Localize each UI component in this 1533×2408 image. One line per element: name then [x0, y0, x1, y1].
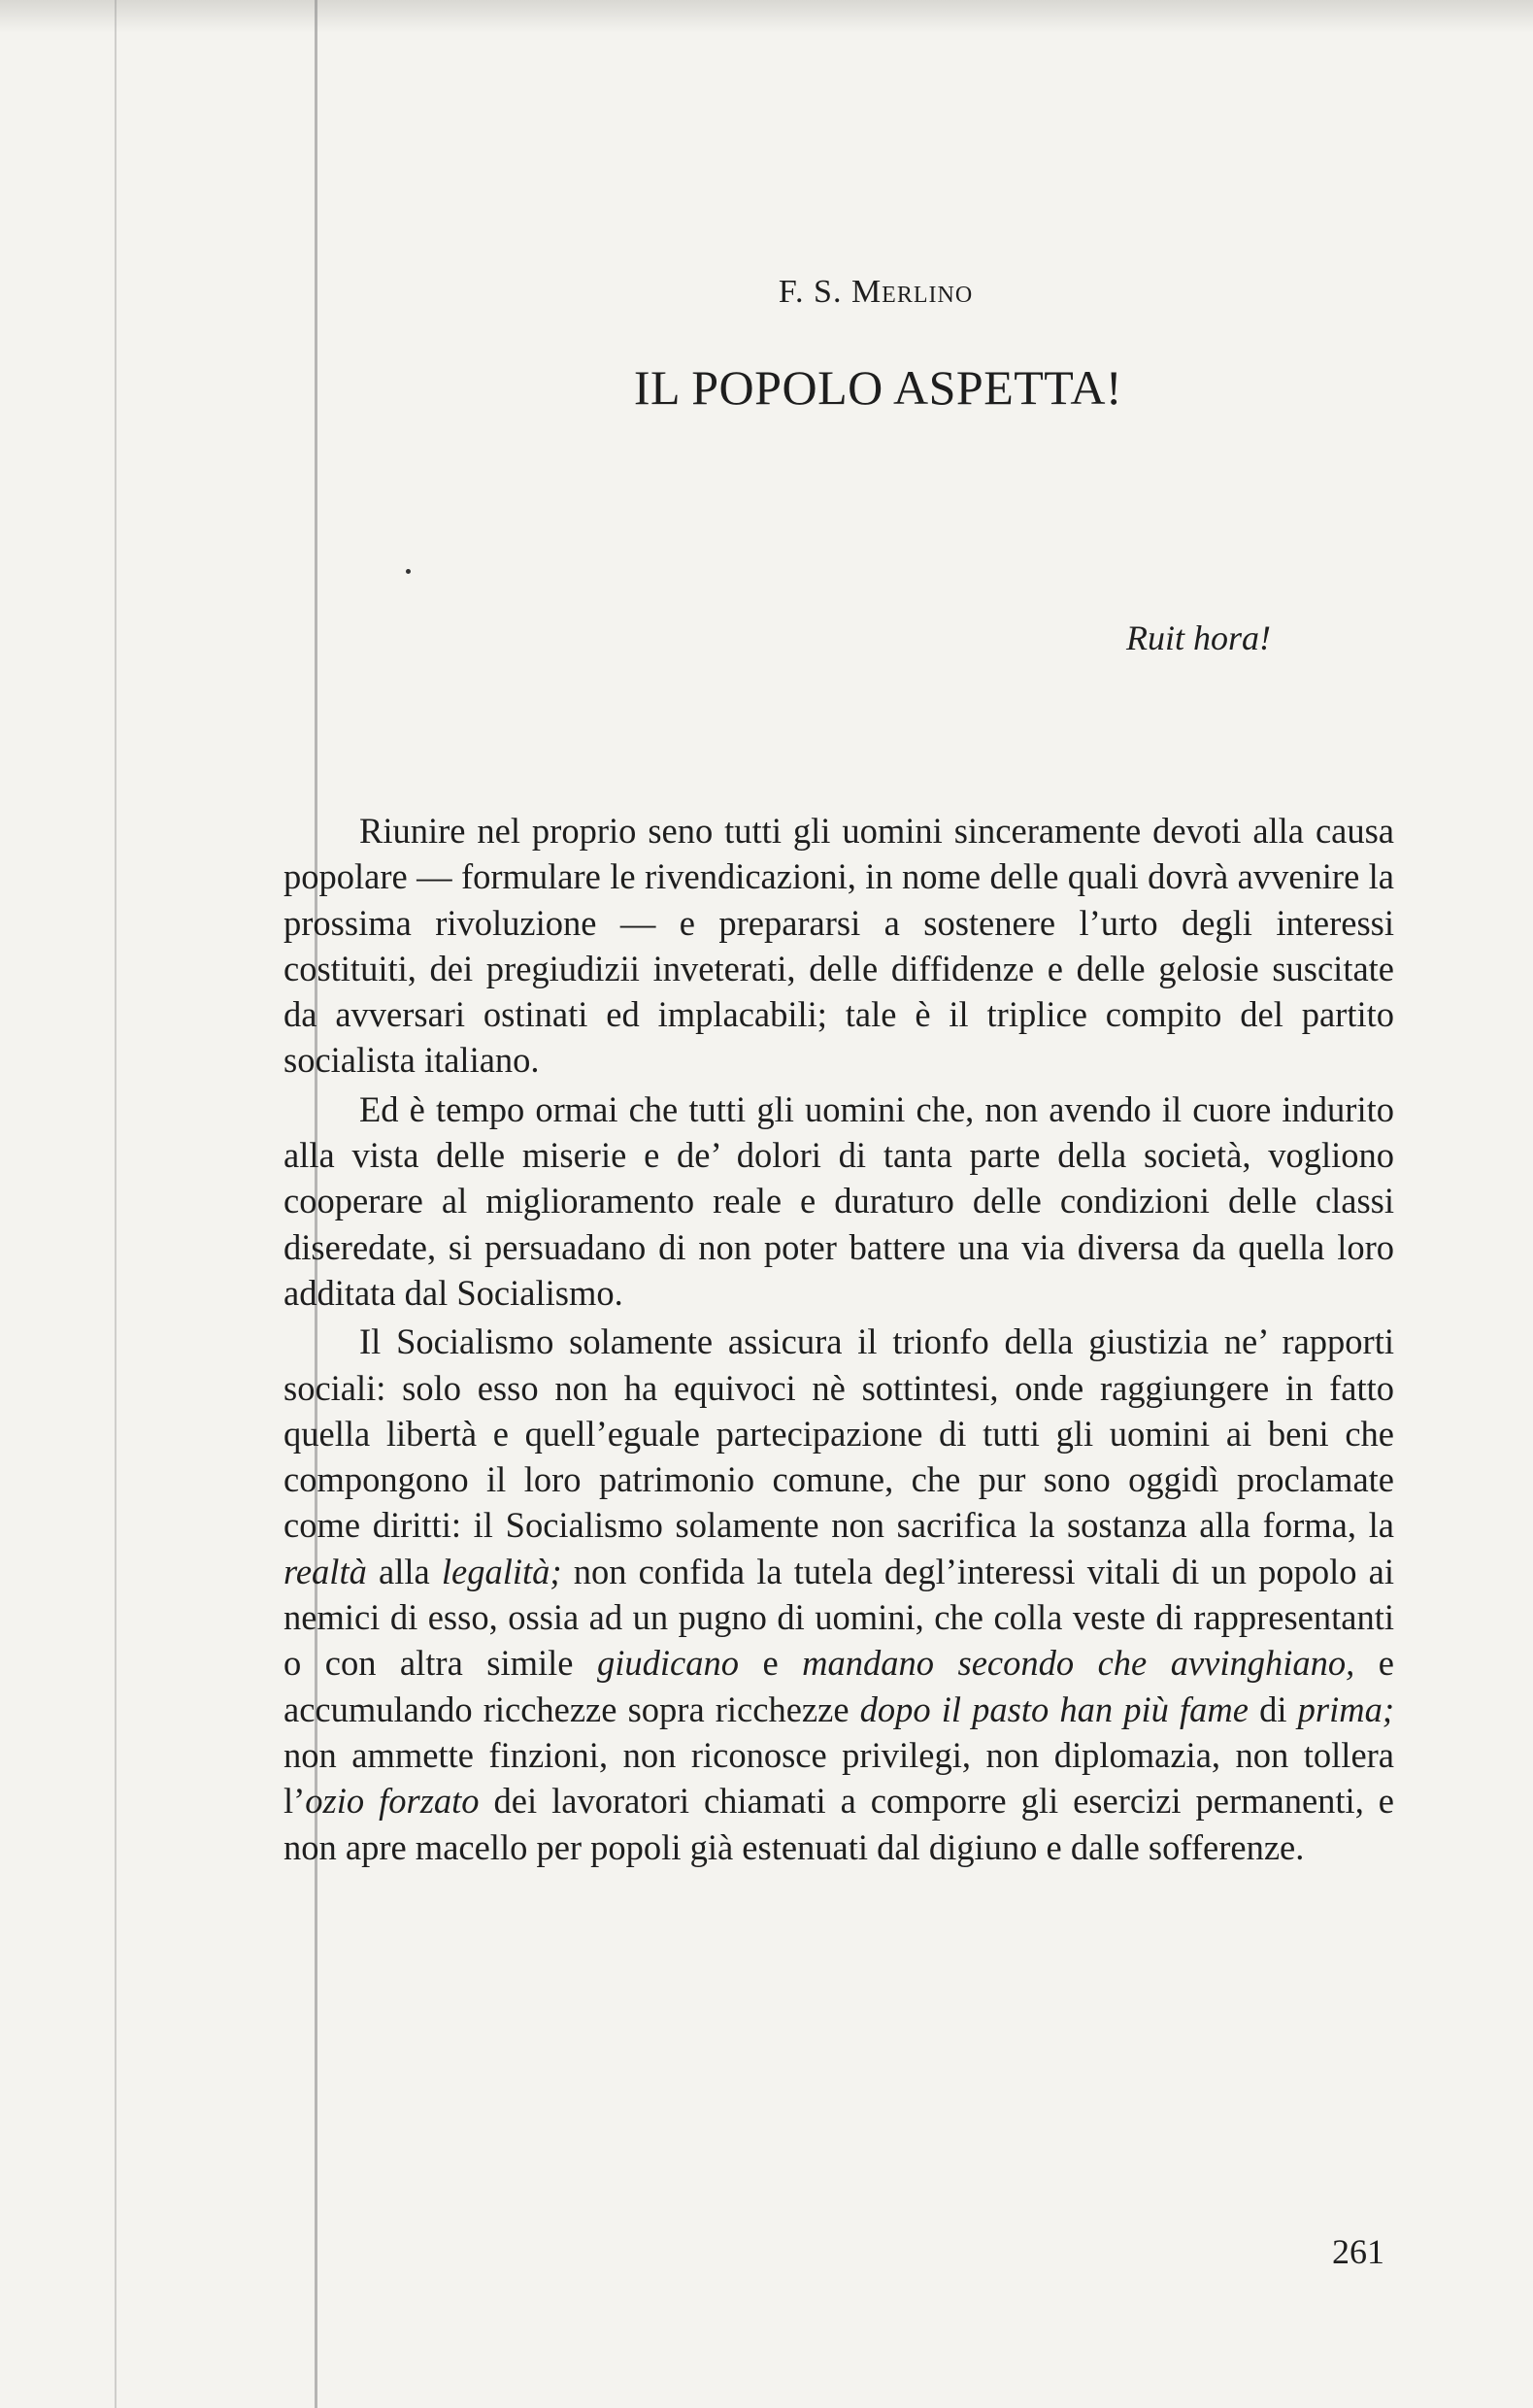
text-run: non confida la tutela degl’interessi vitali di un popolo ai nemici di esso, ossia ad un pugno di uomini, che colla veste di rappresentanti o con altra simile	[283, 1551, 1395, 1684]
italic-run: dopo il pasto han più fame	[859, 1689, 1249, 1729]
italic-run: ozio forzato	[305, 1781, 480, 1822]
text-run: dei lavoratori chiamati a comporre gli esercizi permanenti, e non apre macello per popoli già estenuati dal digiuno e dalle sofferenze.	[283, 1781, 1394, 1867]
text-run: e	[738, 1643, 803, 1684]
italic-run: mandano secondo che avvinghiano,	[802, 1643, 1355, 1684]
italic-run: prima;	[1297, 1689, 1394, 1729]
text-run: di	[1248, 1689, 1298, 1729]
chapter-title: IL POPOLO ASPETTA!	[633, 360, 1123, 415]
page-number: 261	[1332, 2232, 1384, 2271]
body-text	[283, 808, 1394, 1870]
text-run: e accumulando ricchezze sopra ricchezze	[283, 1643, 1394, 1729]
text-run: alla	[366, 1551, 442, 1591]
text-run: non ammette finzioni, non riconosce privilegi, non diplomazia, non tollera l’	[283, 1734, 1394, 1822]
stray-dot	[406, 569, 411, 574]
paragraph: Riunire nel proprio seno tutti gli uomini sinceramente devoti alla causa popolare — formulare le rivendicazioni, in nome delle quali dovrà avvenire la prossima rivoluzione — e prepararsi a sostenere l’urto degli interessi costituiti, dei pregiudizii inveterati, delle diffidenze e delle gelosie suscitate da avversari ostinati ed implacabili; tale è il triplice compito del partito socialista italiano.	[283, 811, 1394, 1081]
epigraph: Ruit hora!	[1126, 619, 1271, 657]
scan-top-shadow	[0, 0, 1533, 33]
italic-run: legalità;	[441, 1551, 562, 1591]
paragraph: Ed è tempo ormai che tutti gli uomini che, non avendo il cuore indurito alla vista delle miserie e de’ dolori di tanta parte della società, vogliono cooperare al miglioramento reale e duraturo delle condizioni delle classi diseredate, si persuadano di non poter battere una via diversa da quella loro additata dal Socialismo.	[283, 1088, 1394, 1313]
italic-run: realtà	[283, 1551, 367, 1591]
text-run: Il Socialismo solamente assicura il trionfo della giustizia ne’ rapporti sociali: solo esso non ha equivoci nè sottintesi, onde raggiungere in fatto quella libertà e quell’eguale partecipazione di tutti gli uomini ai beni che compongono il loro patrimonio comune, che pur sono oggidì proclamate come diritti: il Socialismo solamente non sacrifica la sostanza alla forma, la	[283, 1321, 1394, 1546]
author-name: F. S. Merlino	[778, 274, 974, 310]
italic-run: giudicano	[596, 1643, 739, 1684]
paragraph	[283, 1319, 1394, 1870]
